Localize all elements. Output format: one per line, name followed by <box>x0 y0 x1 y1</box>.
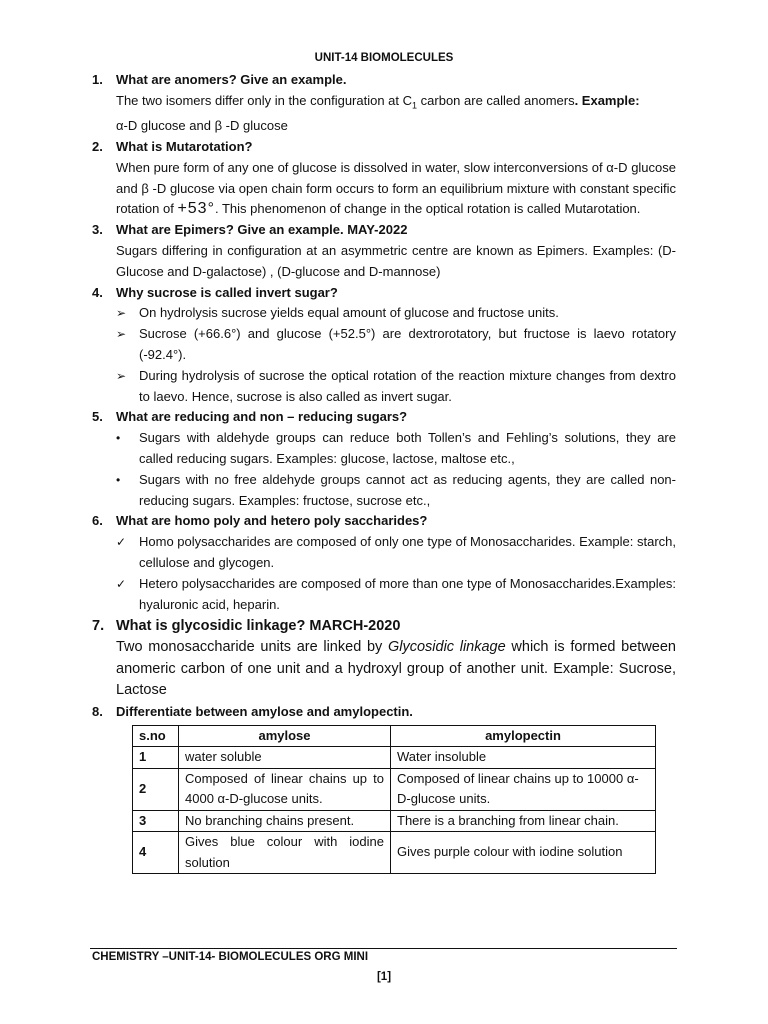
answer-text-rest: carbon are called anomers <box>417 92 575 108</box>
question-2 <box>92 137 676 158</box>
table-row <box>133 810 656 832</box>
question-number: 2. <box>92 138 103 154</box>
rotation-value: +53° <box>177 200 215 218</box>
dot-bullet-icon: • <box>116 431 121 446</box>
question-text: What is glycosidic linkage? MARCH-2020 <box>116 618 401 635</box>
table-cell: 4 <box>133 832 179 874</box>
question-8 <box>92 702 676 723</box>
bullet-text: On hydrolysis sucrose yields equal amount of glucose and fructose units. <box>139 305 559 321</box>
table-cell: Gives blue colour with iodine solution <box>179 832 391 874</box>
question-7 <box>92 615 676 637</box>
bullet-text: Homo polysaccharides are composed of only one type of Monosaccharides. Example: starch, cellulose and glycogen. <box>139 534 676 570</box>
table-cell: 3 <box>133 810 179 832</box>
answer-1 <box>92 91 676 137</box>
question-text: What are homo poly and hetero poly saccharides? <box>116 513 428 529</box>
italic-term: Glycosidic linkage <box>387 639 506 656</box>
table-row <box>133 832 656 874</box>
arrow-bullet-icon: ➢ <box>116 368 127 383</box>
table-cell: There is a branching from linear chain. <box>391 810 656 832</box>
comparison-table <box>132 725 656 875</box>
document-body <box>92 70 676 874</box>
answer-text-rest: which is formed between anomeric carbon of one unit and a hydroxyl group of another unit. Example: Sucrose, Lactose <box>116 639 676 699</box>
arrow-bullet-icon: ➢ <box>116 306 127 321</box>
bullet-text: Hetero polysaccharides are composed of more than one type of Monosaccharides.Examples: hyaluronic acid, heparin. <box>139 575 676 612</box>
dot-bullet-icon: • <box>116 472 121 487</box>
answer-text: The two isomers differ only in the configuration at C <box>116 92 413 108</box>
table-cell: Gives purple colour with iodine solution <box>391 832 656 874</box>
bullet-text: Sucrose (+66.6°) and glucose (+52.5°) are dextrorotatory, but fructose is laevo rotatory (-92.4°). <box>139 326 676 362</box>
table-cell: 2 <box>133 768 179 810</box>
table-cell: Composed of linear chains up to 10000 α-D-glucose units. <box>391 768 656 810</box>
example-label: . Example: <box>574 92 640 108</box>
question-5 <box>92 407 676 428</box>
answer-2 <box>92 158 676 220</box>
question-number: 6. <box>92 513 103 529</box>
list-item <box>92 574 676 616</box>
question-number: 3. <box>92 222 103 238</box>
subscript: 1 <box>412 100 418 111</box>
footer-divider <box>90 948 677 949</box>
question-number: 7. <box>92 618 105 635</box>
question-text: What are Epimers? Give an example. MAY-2022 <box>116 222 408 238</box>
question-number: 8. <box>92 703 103 719</box>
checkmark-bullet-icon: ✓ <box>116 535 127 550</box>
table-header-row <box>133 725 656 747</box>
answer-text: When pure form of any one of glucose is dissolved in water, slow interconversions of α-D glucose and β -D glucose via open chain form occurs to form an equilibrium mixture with constant specific rotation of <box>116 159 676 217</box>
answer-7 <box>92 637 676 702</box>
question-text: What are anomers? Give an example. <box>116 72 347 87</box>
answer-text-rest: . This phenomenon of change in the optical rotation is called Mutarotation. <box>214 201 641 217</box>
table-cell: water soluble <box>179 747 391 769</box>
question-7-block <box>92 615 676 702</box>
table-header: amylopectin <box>391 725 656 747</box>
list-item <box>92 324 676 366</box>
question-number: 5. <box>92 409 103 425</box>
list-item <box>92 366 676 408</box>
table-row <box>133 768 656 810</box>
question-text: What are reducing and non – reducing sugars? <box>116 409 408 425</box>
list-item <box>92 470 676 512</box>
page-title: UNIT-14 BIOMOLECULES <box>314 52 454 64</box>
arrow-bullet-icon: ➢ <box>116 327 127 342</box>
question-6 <box>92 511 676 532</box>
table-row <box>133 747 656 769</box>
table-header: s.no <box>133 725 179 747</box>
answer-text: Two monosaccharide units are linked by <box>116 639 388 656</box>
bullet-text: Sugars with no free aldehyde groups cannot act as reducing agents, they are called non-reducing sugars. Examples: fructose, sucrose etc., <box>139 471 676 508</box>
question-number: 4. <box>92 284 103 300</box>
bullet-text: Sugars with aldehyde groups can reduce both Tollen’s and Fehling’s solutions, they are called reducing sugars. Examples: glucose, lactose, maltose etc., <box>139 430 676 466</box>
table-cell: No branching chains present. <box>179 810 391 832</box>
table-header: amylose <box>179 725 391 747</box>
question-number: 1. <box>92 72 103 87</box>
example-text: α-D glucose and β -D glucose <box>116 118 288 134</box>
question-text: Why sucrose is called invert sugar? <box>116 284 338 300</box>
question-1 <box>92 70 676 91</box>
list-item <box>92 303 676 324</box>
bullet-text: During hydrolysis of sucrose the optical rotation of the reaction mixture changes from dextro to laevo. Hence, sucrose is also called as invert sugar. <box>139 367 676 404</box>
footer-text: CHEMISTRY –UNIT-14- BIOMOLECULES ORG MINI <box>92 951 369 963</box>
table-cell: 1 <box>133 747 179 769</box>
list-item <box>92 532 676 574</box>
question-4 <box>92 283 676 304</box>
question-3 <box>92 220 676 241</box>
checkmark-bullet-icon: ✓ <box>116 576 127 591</box>
list-item <box>92 428 676 470</box>
question-text: What is Mutarotation? <box>116 138 253 154</box>
table-cell: Composed of linear chains up to 4000 α-D-glucose units. <box>179 768 391 810</box>
question-text: Differentiate between amylose and amylopectin. <box>116 703 413 719</box>
table-cell: Water insoluble <box>391 747 656 769</box>
page-number: [1] <box>376 971 392 983</box>
answer-3: Sugars differing in configuration at an asymmetric centre are known as Epimers. Examples: (D-Glucose and D-galactose) , (D-glucose and D-mannose) <box>116 242 676 279</box>
